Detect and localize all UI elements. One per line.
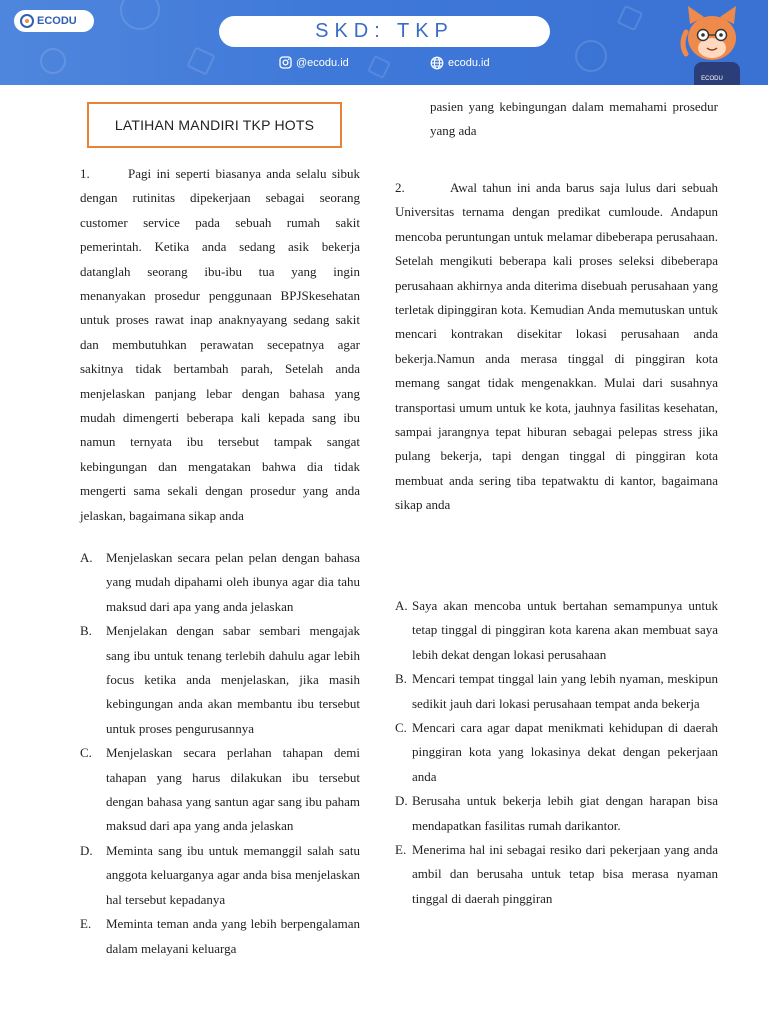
option-d [395, 789, 718, 838]
instagram-handle: @ecodu.id [296, 56, 349, 69]
option-letter: A. [80, 550, 93, 565]
option-text: Berusaha untuk bekerja lebih giat dengan harapan bisa mendapatkan fasilitas rumah darikantor. [412, 793, 718, 833]
option-b [395, 667, 718, 716]
background-doodle [120, 0, 160, 30]
question-1-stem [80, 162, 360, 528]
option-e [395, 838, 718, 911]
option-text: Menjelaskan secara pelan pelan dengan bahasa yang mudah dipahami oleh ibunya agar dia tahu maksud dari apa yang anda jelaskan [106, 550, 360, 614]
option-d [80, 839, 360, 912]
background-doodle [367, 55, 391, 79]
background-doodle [575, 40, 607, 72]
continuation-text: pasien yang kebingungan dalam memahami prosedur yang ada [430, 99, 718, 139]
question-2-text-block [395, 176, 718, 518]
worksheet-heading-box [87, 102, 342, 148]
question-number: 1. [80, 166, 90, 181]
option-letter: B. [80, 623, 92, 639]
cat-mascot-icon [676, 4, 746, 85]
question-number: 2. [395, 180, 405, 195]
worksheet-heading: LATIHAN MANDIRI TKP HOTS [114, 117, 315, 133]
option-letter: E. [80, 916, 92, 932]
option-letter: B. [395, 671, 407, 687]
question-1-text: Pagi ini seperti biasanya anda selalu sibuk dengan rutinitas dipekerjaan sebagai seorang customer service pada sebuah rumah sakit pemerintah. Ketika anda sedang asik bekerja datanglah seorang ibu-ibu tua yang ingin menanyakan prosedur penggunaan BPJSkesehatan untuk proses rawat inap anaknyayang sedang sakit dan membutuhkan perawatan secepatnya agar sakitnya tidak bertambah parah, Setelah anda menjelaskan panjang lebar dengan bahasa yang mudah dimengerti beberapa kali kepada sang ibu namun ternyata ibu tersebut tampak sangat kebingungan dan mengatakan bahwa dia tidak mengerti sama sekali dengan prosedur yang anda jelaskan, bagaimana sikap anda [80, 166, 360, 523]
option-text: Menjelaskan secara perlahan tahapan demi tahapan yang harus dilakukan ibu tersebut dengan bahasa yang santun agar sang ibu paham maksud dari apa yang anda jelaskan [106, 745, 360, 834]
brand-logo [14, 10, 94, 32]
question-2-options [395, 594, 718, 911]
background-doodle [40, 48, 66, 74]
option-c [80, 741, 360, 839]
option-letter: C. [395, 720, 407, 736]
brand-mark-icon [20, 14, 34, 28]
option-a [395, 594, 718, 667]
brand-name: ECODU [37, 15, 77, 27]
page-title-pill [219, 16, 550, 47]
globe-icon [430, 56, 444, 70]
website-url: ecodu.id [448, 57, 490, 69]
option-text: Meminta sang ibu untuk memanggil salah satu anggota keluarganya agar anda bisa menjelaskan hal tersebut kepadanya [106, 842, 360, 907]
option-text: Mencari cara agar dapat menikmati kehidupan di daerah pinggiran kota yang lokasinya dekat dengan pekerjaan anda [412, 720, 718, 784]
mascot-badge: ECODU [701, 76, 723, 82]
page-title: SKD: TKP [315, 20, 454, 42]
option-b [80, 619, 360, 741]
option-text: Meminta teman anda yang lebih berpengalaman dalam melayani keluarga [106, 916, 360, 956]
option-letter: D. [395, 793, 408, 809]
instagram-link[interactable] [279, 56, 349, 69]
option-letter: D. [80, 842, 93, 858]
website-link[interactable] [430, 56, 490, 70]
background-doodle [617, 5, 644, 32]
option-letter: E. [395, 842, 407, 858]
header-banner [0, 0, 768, 85]
option-a [80, 546, 360, 619]
background-doodle [186, 46, 215, 75]
option-letter: C. [80, 745, 92, 761]
option-letter: A. [395, 598, 408, 613]
option-c [395, 716, 718, 789]
option-text: Menjelakan dengan sabar sembari mengajak sang ibu untuk tenang terlebih dahulu agar lebih focus ketika anda menjelaskan, jika masih kebingungan anda akan membantu ibu tersebut untuk proses pengurusannya [106, 623, 360, 736]
question-1-text-block [80, 162, 360, 528]
option-text: Menerima hal ini sebagai resiko dari pekerjaan yang anda ambil dan berusaha untuk tetap bisa merasa nyaman tinggal di daerah pinggiran [412, 842, 718, 906]
option-text: Mencari tempat tinggal lain yang lebih nyaman, meskipun sedikit jauh dari lokasi perusahaan tempat anda bekerja [412, 671, 718, 711]
option-e [80, 912, 360, 961]
question-1-option-e-continuation [430, 95, 718, 144]
question-2-text: Awal tahun ini anda barus saja lulus dari sebuah Universitas ternama dengan predikat cumloude. Andapun mencoba peruntungan untuk melamar dibeberapa perusahaan. Setelah mengikuti beberapa kali proses seleksi dibeberapa perusahaan akhirnya anda diterima disebuah perusahaan yang terletak dipinggiran kota. Kemudian Anda memutuskan untuk mencari kontrakan disekitar lokasi perusahaan anda bekerja.Namun anda merasa tinggal di pinggiran kota memang sangat tidak mengenakkan. Mulai dari susahnya transportasi umum untuk ke kota, jauhnya fasilitas kesehatan, sampai jarangnya tepat hiburan sebagai pelepas stress jika pulang bekerja, tapi dengan tinggal di pinggiran kota membuat anda sering tiba tepatwaktu di kantor, bagaimana sikap anda [395, 180, 718, 513]
question-2-stem [395, 176, 718, 518]
instagram-icon [279, 56, 292, 69]
option-text: Saya akan mencoba untuk bertahan semampunya untuk tetap tinggal di pinggiran kota karena akan membuat saya lebih dekat dengan lokasi perusahaan [412, 598, 718, 662]
question-1-options [80, 546, 360, 961]
